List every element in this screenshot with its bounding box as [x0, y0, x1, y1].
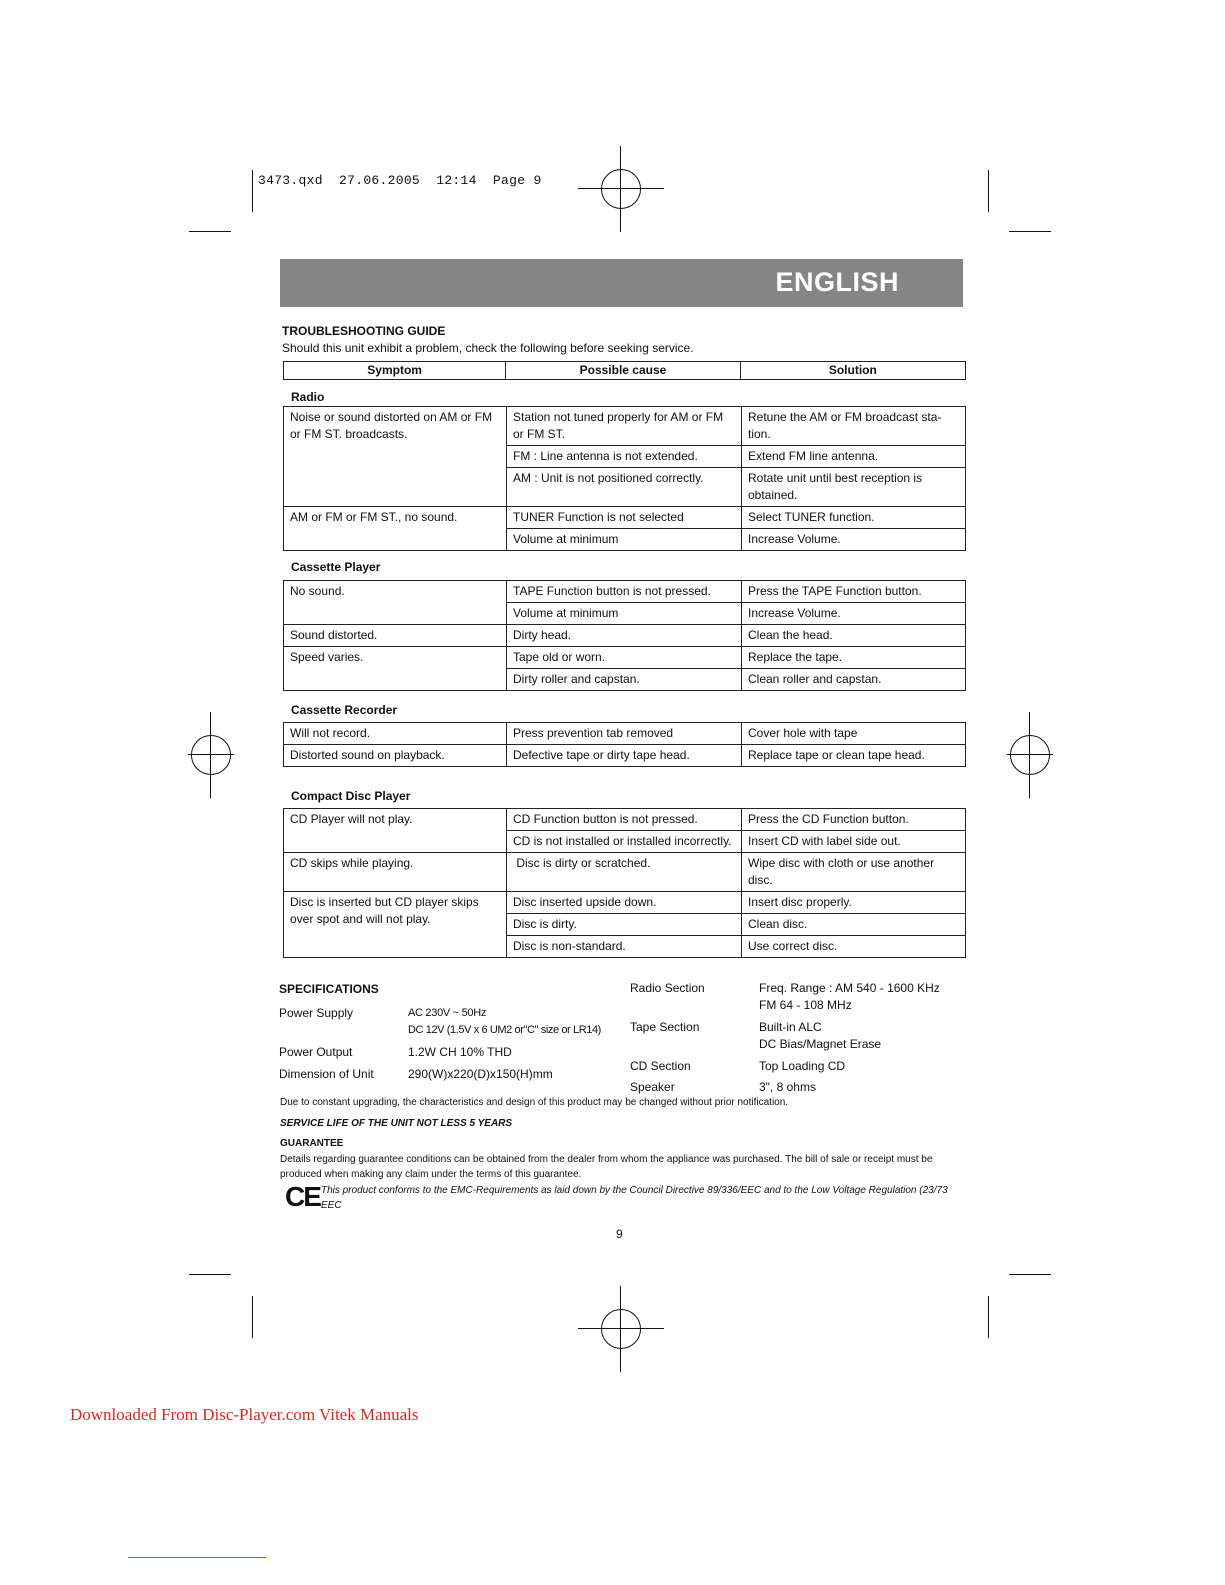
solution-cell: Retune the AM or FM broadcast sta-tion. — [742, 407, 966, 446]
spec-label-tape: Tape Section — [630, 1020, 700, 1034]
spec-label-radio: Radio Section — [630, 981, 705, 995]
section-title-cd-player: Compact Disc Player — [291, 789, 411, 803]
cause-cell: TUNER Function is not selected — [507, 507, 742, 529]
cause-cell: Dirty roller and capstan. — [507, 669, 742, 691]
cd-player-table — [283, 808, 966, 958]
cause-cell: Disc is dirty or scratched. — [507, 853, 742, 892]
registration-mark — [1007, 712, 1053, 798]
solution-cell: Replace the tape. — [742, 647, 966, 669]
footer-download-link[interactable]: Downloaded From Disc-Player.com Vitek Manuals — [70, 1405, 419, 1424]
spec-value-power-output: 1.2W CH 10% THD — [408, 1045, 512, 1059]
registration-mark — [578, 1286, 664, 1372]
troubleshooting-header — [283, 361, 966, 380]
spec-label-cd: CD Section — [630, 1059, 691, 1073]
cause-cell: Defective tape or dirty tape head. — [507, 745, 742, 767]
cassette-recorder-table — [283, 722, 966, 767]
symptom-cell: AM or FM or FM ST., no sound. — [284, 507, 507, 551]
cause-cell: AM : Unit is not positioned correctly. — [507, 468, 742, 507]
solution-cell: Increase Volume. — [742, 529, 966, 551]
table-row — [284, 853, 966, 892]
solution-cell: Select TUNER function. — [742, 507, 966, 529]
symptom-cell: Noise or sound distorted on AM or FM or FM ST. broadcasts. — [284, 407, 507, 507]
cause-cell: CD is not installed or installed incorrectly. — [507, 831, 742, 853]
solution-cell: Wipe disc with cloth or use another disc. — [742, 853, 966, 892]
registration-mark — [578, 146, 664, 232]
solution-cell: Replace tape or clean tape head. — [742, 745, 966, 767]
solution-cell: Clean the head. — [742, 625, 966, 647]
spec-value-radio-am: Freq. Range : AM 540 - 1600 KHz — [759, 981, 940, 995]
footer-underline-bar — [128, 1557, 266, 1558]
solution-cell: Extend FM line antenna. — [742, 446, 966, 468]
section-title-cassette-player: Cassette Player — [291, 560, 381, 574]
solution-cell: Clean roller and capstan. — [742, 669, 966, 691]
symptom-cell: CD skips while playing. — [284, 853, 507, 892]
cause-cell: Volume at minimum — [507, 603, 742, 625]
page-number: 9 — [616, 1227, 623, 1241]
spec-value-tape-bias: DC Bias/Magnet Erase — [759, 1037, 882, 1051]
cause-cell: CD Function button is not pressed. — [507, 809, 742, 831]
table-row — [284, 507, 966, 529]
section-title-cassette-recorder: Cassette Recorder — [291, 703, 398, 717]
ce-conformity-text: This product conforms to the EMC-Requirements as laid down by the Council Directive 89/336/EEC and to the Low Voltage Regulation (23/73 EEC — [321, 1185, 948, 1211]
symptom-cell: Speed varies. — [284, 647, 507, 691]
cassette-player-table — [283, 580, 966, 691]
cause-cell: FM : Line antenna is not extended. — [507, 446, 742, 468]
spec-value-power-supply-dc: DC 12V (1.5V x 6 UM2 or"C" size or LR14) — [408, 1024, 601, 1036]
cause-cell: Station not tuned properly for AM or FM or FM ST. — [507, 407, 742, 446]
solution-cell: Insert disc properly. — [742, 892, 966, 914]
cause-cell: Disc is non-standard. — [507, 936, 742, 958]
solution-cell: Use correct disc. — [742, 936, 966, 958]
print-slug: 3473.qxd 27.06.2005 12:14 Page 9 — [258, 173, 542, 188]
crop-mark — [252, 170, 253, 212]
solution-cell: Clean disc. — [742, 914, 966, 936]
spec-value-dimension: 290(W)x220(D)x150(H)mm — [408, 1067, 553, 1081]
symptom-cell: CD Player will not play. — [284, 809, 507, 853]
solution-cell: Rotate unit until best reception is obtained. — [742, 468, 966, 507]
spec-label-dimension: Dimension of Unit — [279, 1067, 374, 1081]
spec-value-cd: Top Loading CD — [759, 1059, 846, 1073]
banner-title: ENGLISH — [775, 267, 899, 297]
service-life: SERVICE LIFE OF THE UNIT NOT LESS 5 YEARS — [280, 1118, 513, 1129]
crop-mark — [988, 1296, 989, 1338]
cause-cell: Tape old or worn. — [507, 647, 742, 669]
table-row — [284, 723, 966, 745]
crop-mark — [988, 170, 989, 212]
symptom-cell: Will not record. — [284, 723, 507, 745]
crop-mark — [189, 1274, 231, 1275]
troubleshooting-title: TROUBLESHOOTING GUIDE — [282, 324, 446, 338]
cause-cell: Disc inserted upside down. — [507, 892, 742, 914]
cause-cell: Press prevention tab removed — [507, 723, 742, 745]
spec-value-tape-alc: Built-in ALC — [759, 1020, 822, 1034]
table-row — [284, 809, 966, 831]
crop-mark — [1009, 1274, 1051, 1275]
cause-cell: Volume at minimum — [507, 529, 742, 551]
symptom-cell: No sound. — [284, 581, 507, 625]
solution-cell: Insert CD with label side out. — [742, 831, 966, 853]
spec-value-speaker: 3", 8 ohms — [759, 1080, 816, 1094]
troubleshooting-intro: Should this unit exhibit a problem, check the following before seeking service. — [282, 341, 694, 355]
spec-label-power-output: Power Output — [279, 1045, 353, 1059]
symptom-cell: Sound distorted. — [284, 625, 507, 647]
table-row — [284, 407, 966, 446]
spec-label-speaker: Speaker — [630, 1080, 675, 1094]
language-banner — [280, 259, 963, 307]
guarantee-title: GUARANTEE — [280, 1138, 344, 1149]
header-symptom: Symptom — [284, 362, 506, 380]
symptom-cell: Disc is inserted but CD player skips over spot and will not play. — [284, 892, 507, 958]
upgrade-notice: Due to constant upgrading, the characteristics and design of this product may be changed without prior notification. — [280, 1097, 789, 1108]
ce-mark-icon: CE — [285, 1181, 320, 1212]
section-title-radio: Radio — [291, 390, 325, 404]
registration-mark — [188, 712, 234, 798]
table-row — [284, 745, 966, 767]
header-solution: Solution — [740, 362, 965, 380]
spec-value-radio-fm: FM 64 - 108 MHz — [759, 998, 852, 1012]
crop-mark — [252, 1296, 253, 1338]
guarantee-text: Details regarding guarantee conditions can be obtained from the dealer from whom the appliance was purchased. The bill of sale or receipt must be produced when making any claim under the terms of this guarantee. — [280, 1154, 933, 1180]
crop-mark — [189, 231, 231, 232]
solution-cell: Cover hole with tape — [742, 723, 966, 745]
table-row — [284, 647, 966, 669]
table-row — [284, 625, 966, 647]
cause-cell: Disc is dirty. — [507, 914, 742, 936]
symptom-cell: Distorted sound on playback. — [284, 745, 507, 767]
solution-cell: Press the CD Function button. — [742, 809, 966, 831]
table-row — [284, 581, 966, 603]
crop-mark — [1009, 231, 1051, 232]
cause-cell: Dirty head. — [507, 625, 742, 647]
solution-cell: Press the TAPE Function button. — [742, 581, 966, 603]
table-row — [284, 892, 966, 914]
cause-cell: TAPE Function button is not pressed. — [507, 581, 742, 603]
spec-label-power-supply: Power Supply — [279, 1006, 354, 1020]
specifications-title: SPECIFICATIONS — [279, 982, 379, 996]
spec-value-power-supply-ac: AC 230V ~ 50Hz — [408, 1007, 487, 1019]
header-cause: Possible cause — [506, 362, 740, 380]
radio-table — [283, 406, 966, 551]
solution-cell: Increase Volume. — [742, 603, 966, 625]
